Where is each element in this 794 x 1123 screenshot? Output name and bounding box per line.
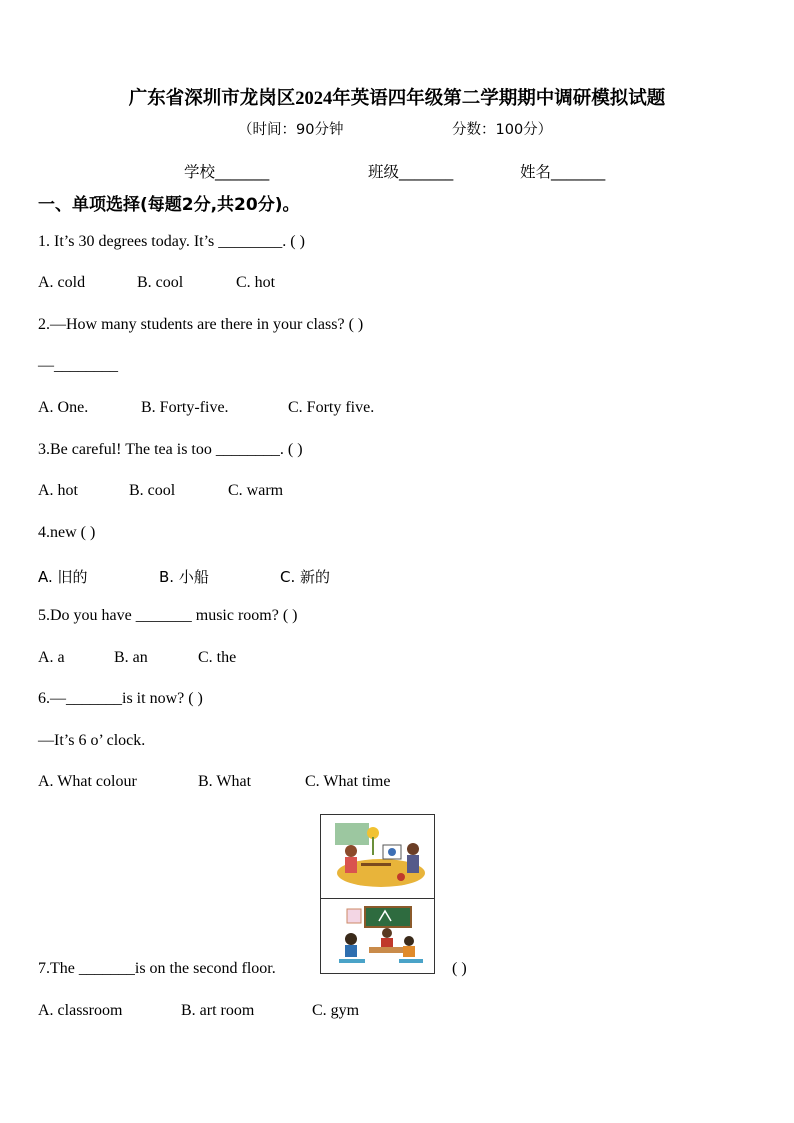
question-5-option-a: A. a <box>38 649 65 666</box>
question-4-option-b: B. 小船 <box>159 568 209 586</box>
question-5-option-b: B. an <box>114 649 148 666</box>
question-3-option-b: B. cool <box>129 482 176 499</box>
name-field: 姓名_______ <box>520 163 606 181</box>
exam-score: 分数：100分） <box>452 122 553 138</box>
question-2-option-c: C. Forty five. <box>288 399 375 416</box>
question-3-stem: 3.Be careful! The tea is too ________. ( ) <box>38 441 303 458</box>
question-2-option-a: A. One. <box>38 399 89 416</box>
question-2-answer-line: —________ <box>38 357 118 374</box>
question-4-option-a: A. 旧的 <box>38 568 88 586</box>
classroom-illustration <box>321 899 434 975</box>
question-6-option-b: B. What <box>198 773 252 790</box>
question-6-option-c: C. What time <box>305 773 391 790</box>
question-7-pictures <box>320 814 435 974</box>
section-title: 一、单项选择(每题2分,共20分)。 <box>38 195 300 215</box>
question-3-option-c: C. warm <box>228 482 284 499</box>
question-6-answer-line: —It’s 6 o’ clock. <box>38 732 146 749</box>
question-2-stem: 2.—How many students are there in your class? ( ) <box>38 316 364 333</box>
question-1-option-c: C. hot <box>236 274 276 291</box>
question-2-option-b: B. Forty-five. <box>141 399 229 416</box>
question-7-option-c: C. gym <box>312 1002 360 1019</box>
question-7-option-a: A. classroom <box>38 1002 123 1019</box>
question-1-option-b: B. cool <box>137 274 184 291</box>
art-room-illustration <box>321 815 434 897</box>
question-1-option-a: A. cold <box>38 274 86 291</box>
question-6-stem: 6.—_______is it now? ( ) <box>38 690 203 707</box>
question-4-option-c: C. 新的 <box>280 568 331 586</box>
question-6-option-a: A. What colour <box>38 773 137 790</box>
question-7-stem: 7.The _______is on the second floor. <box>38 960 276 977</box>
class-field: 班级_______ <box>368 163 454 181</box>
question-1-stem: 1. It’s 30 degrees today. It’s ________. ( ) <box>38 233 305 250</box>
question-7-bracket: ( ) <box>452 960 467 977</box>
question-7-option-b: B. art room <box>181 1002 255 1019</box>
school-field: 学校_______ <box>184 163 270 181</box>
question-3-option-a: A. hot <box>38 482 78 499</box>
page-title: 广东省深圳市龙岗区2024年英语四年级第二学期期中调研模拟试题 <box>128 89 666 109</box>
question-4-stem: 4.new ( ) <box>38 524 96 541</box>
question-5-stem: 5.Do you have _______ music room? ( ) <box>38 607 298 624</box>
exam-time: （时间：90分钟 <box>238 122 344 138</box>
question-5-option-c: C. the <box>198 649 237 666</box>
